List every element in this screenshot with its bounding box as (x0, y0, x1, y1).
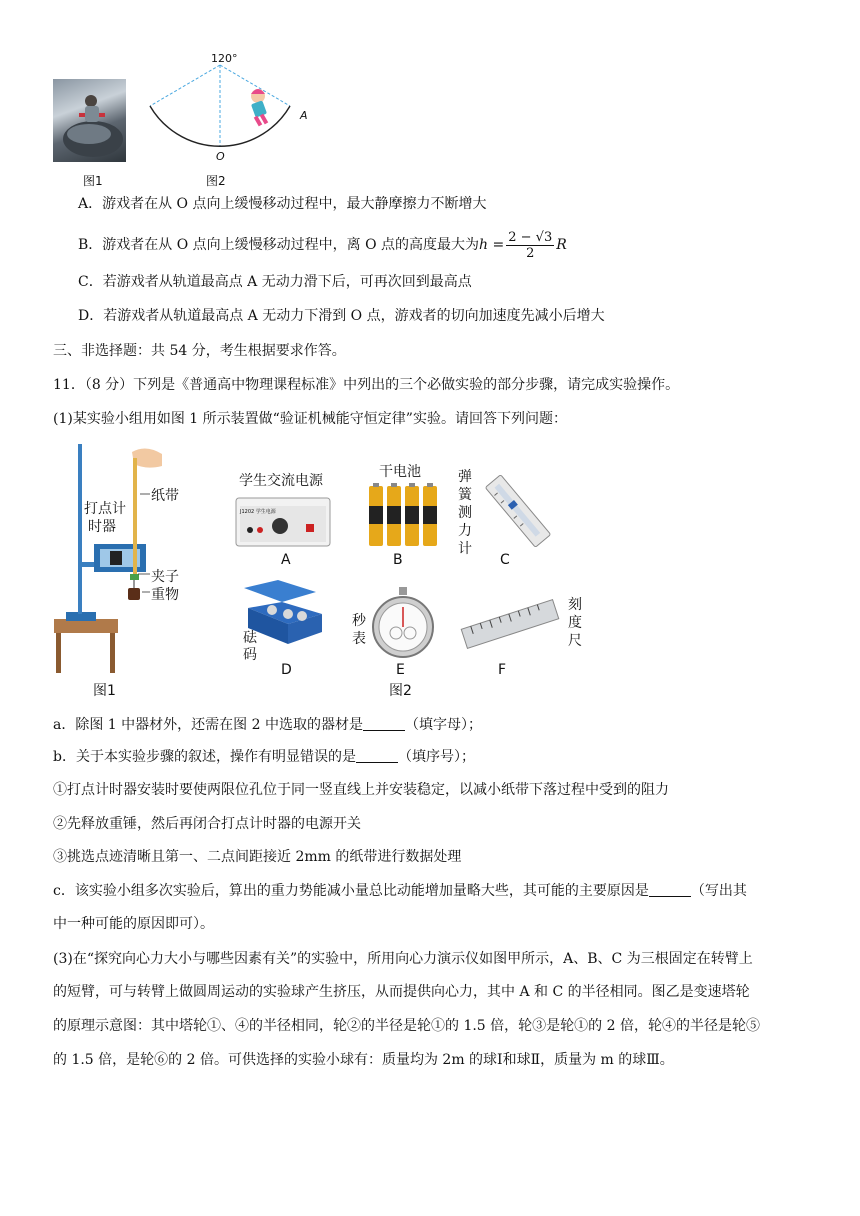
question-11: 11．（8 分）下列是《普通高中物理课程标准》中列出的三个必做实验的部分步骤，请完成实验操作。 (53, 377, 680, 393)
option-b-r: R (556, 237, 567, 253)
weight-label: 重物 (151, 587, 179, 603)
question-3-line4: 的 1.5 倍，是轮⑥的 2 倍。可供选择的实验小球有：质量均为 2m 的球Ⅰ和球Ⅱ，质量为 m 的球Ⅲ。 (53, 1052, 674, 1068)
question-3-line3: 的原理示意图：其中塔轮①、④的半径相同，轮②的半径是轮①的 1.5 倍，轮③是轮①的 2 倍，轮④的半径是轮⑤ (53, 1018, 760, 1034)
question-3-line2: 的短臂，可与转臂上做圆周运动的实验球产生挤压，从而提供向心力，其中 A 和 C 的半径相同。图乙是变速塔轮 (53, 984, 750, 1000)
fraction-numerator: 2 − √3 (508, 229, 553, 245)
answer-blank-a[interactable] (363, 716, 405, 731)
photo-ice-slide (53, 79, 126, 162)
option-b-h: h = (479, 237, 505, 253)
timer-label-line2: 时器 (88, 519, 116, 535)
falling-weight-apparatus (50, 444, 190, 674)
fraction-denominator: 2 (526, 245, 535, 261)
spring-scale-name: 弹簧测力计 (458, 469, 472, 557)
option-a: A．游戏者在从 O 点向上缓慢移动过程中，最大静摩擦力不断增大 (78, 196, 487, 212)
section-3-heading: 三、非选择题：共 54 分，考生根据要求作答。 (53, 343, 346, 359)
stopwatch-image (370, 585, 436, 659)
timer-label-line1: 打点计 (84, 501, 126, 517)
question-b: b．关于本实验步骤的叙述，操作有明显错误的是 （填序号）； (53, 749, 475, 765)
question-3-line1: (3)在“探究向心力大小与哪些因素有关”的实验中，所用向心力演示仪如图甲所示，A、B、C 为三根固定在转臂上 (53, 951, 753, 967)
batteries-image (366, 482, 442, 550)
circular-track-diagram (140, 50, 320, 170)
power-supply-image (234, 496, 332, 548)
question-c-line2: 中一种可能的原因即可）。 (53, 916, 214, 932)
item-a-letter: A (281, 552, 291, 568)
spring-scale-image (478, 470, 558, 552)
item-b-letter: B (393, 552, 403, 568)
figure2-caption: 图2 (206, 174, 226, 188)
answer-blank-c[interactable] (649, 882, 691, 897)
apparatus-figure2-caption: 图2 (389, 683, 412, 699)
step-2: ②先释放重锤，然后再闭合打点计时器的电源开关 (53, 816, 361, 832)
question-a: a．除图 1 中器材外，还需在图 2 中选取的器材是 （填字母）； (53, 717, 482, 733)
item-d-letter: D (281, 662, 292, 678)
angle-label: 120° (211, 52, 238, 65)
power-supply-name: 学生交流电源 (239, 473, 323, 489)
battery-name: 干电池 (379, 464, 421, 480)
option-b-text: B．游戏者在从 O 点向上缓慢移动过程中，离 O 点的高度最大为 (78, 237, 480, 253)
stopwatch-name: 秒表 (352, 613, 366, 647)
option-d: D．若游戏者从轨道最高点 A 无动力下滑到 O 点，游戏者的切向加速度先减小后增大 (78, 308, 605, 324)
option-c: C．若游戏者从轨道最高点 A 无动力滑下后，可再次回到最高点 (78, 274, 472, 290)
step-3: ③挑选点迹清晰且第一、二点间距接近 2mm 的纸带进行数据处理 (53, 849, 462, 865)
ruler-name: 刻度尺 (568, 597, 582, 649)
ruler-image (460, 596, 560, 652)
step-1: ①打点计时器安装时要使两限位孔位于同一竖直线上并安装稳定，以减小纸带下落过程中受到的阻力 (53, 782, 669, 798)
weights-name: 砝码 (243, 630, 257, 663)
question-11-part1: (1)某实验小组用如图 1 所示装置做“验证机械能守恒定律”实验。请回答下列问题： (53, 411, 567, 427)
item-f-letter: F (498, 662, 507, 678)
option-b (78, 225, 567, 265)
option-b-fraction (506, 230, 554, 261)
item-c-letter: C (500, 552, 510, 568)
apparatus-figure1-caption: 图1 (93, 683, 116, 699)
figure1-caption: 图1 (83, 174, 103, 188)
item-e-letter: E (396, 662, 405, 678)
clip-label: 夹子 (151, 569, 179, 585)
answer-blank-b[interactable] (356, 748, 398, 763)
question-c: c．该实验小组多次实验后，算出的重力势能减小量总比动能增加量略大些，其可能的主要原因是 （写出其 (53, 883, 747, 899)
power-supply-panel-text: J1202 学生电源 (240, 509, 276, 515)
point-o-label: O (216, 150, 225, 163)
tape-label: 纸带 (151, 488, 179, 504)
point-a-label: A (300, 109, 308, 122)
